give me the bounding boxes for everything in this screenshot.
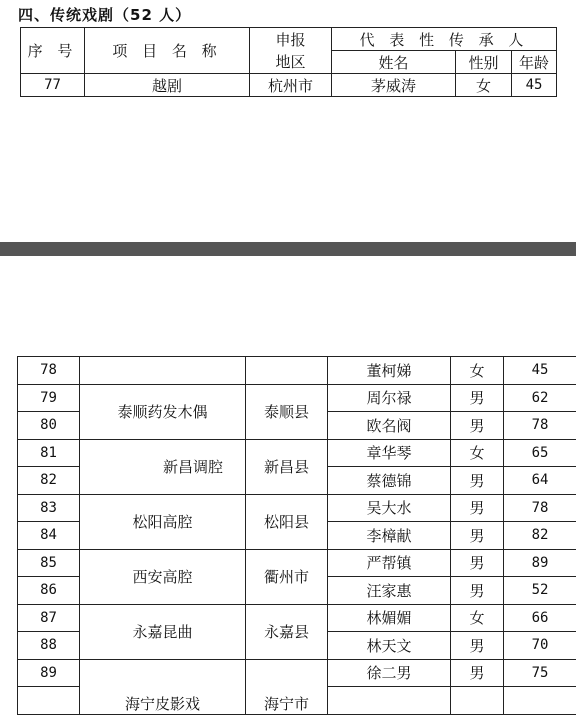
cell-age: 75 xyxy=(504,659,576,687)
page-divider xyxy=(0,242,576,256)
cell-name: 董柯娣 xyxy=(328,357,451,385)
inheritor-table-header xyxy=(20,27,557,97)
cell-name: 林天文 xyxy=(328,632,451,660)
cell-seq: 80 xyxy=(18,412,80,440)
cell-region: 泰顺县 xyxy=(246,384,328,439)
cell-age: 45 xyxy=(512,74,557,97)
cell-project: 松阳高腔 xyxy=(80,494,246,549)
cell-gender: 男 xyxy=(451,577,504,605)
cell-gender: 女 xyxy=(451,357,504,385)
cell-seq: 82 xyxy=(18,467,80,495)
cell-project: 泰顺药发木偶 xyxy=(80,384,246,439)
table-row xyxy=(18,659,576,687)
table-row xyxy=(18,549,576,577)
cell-region: 永嘉县 xyxy=(246,604,328,659)
cell-region: 新昌县 xyxy=(246,439,328,494)
cell-gender: 女 xyxy=(456,74,512,97)
cell-project: 永嘉昆曲 xyxy=(80,604,246,659)
section-title: 四、传统戏剧（52 人） xyxy=(18,4,191,25)
cell-seq: 78 xyxy=(18,357,80,385)
header-name: 姓名 xyxy=(332,51,456,74)
cell-name: 蔡德锦 xyxy=(328,467,451,495)
cell-gender: 男 xyxy=(451,522,504,550)
cell-seq: 84 xyxy=(18,522,80,550)
cell-age: 65 xyxy=(504,439,576,467)
cell-seq: 89 xyxy=(18,659,80,687)
table-row xyxy=(21,74,557,97)
header-seq: 序 号 xyxy=(21,28,85,74)
lower-page xyxy=(0,256,576,689)
cell-gender xyxy=(451,687,504,715)
cell-seq: 88 xyxy=(18,632,80,660)
cell-seq: 87 xyxy=(18,604,80,632)
table-row xyxy=(18,357,576,385)
cell-seq: 79 xyxy=(18,384,80,412)
cell-age: 52 xyxy=(504,577,576,605)
cell-name: 周尔禄 xyxy=(328,384,451,412)
cell-age: 78 xyxy=(504,494,576,522)
cell-gender: 女 xyxy=(451,439,504,467)
cell-region: 海宁市 xyxy=(246,659,328,714)
cell-gender: 女 xyxy=(451,604,504,632)
cell-age: 82 xyxy=(504,522,576,550)
cell-name: 章华琴 xyxy=(328,439,451,467)
cell-seq xyxy=(18,687,80,715)
cell-project: 西安高腔 xyxy=(80,549,246,604)
header-age: 年龄 xyxy=(512,51,557,74)
table-row xyxy=(18,604,576,632)
header-region-line1: 申报 xyxy=(250,28,332,51)
upper-page xyxy=(0,0,576,240)
cell-age: 66 xyxy=(504,604,576,632)
cell-seq: 86 xyxy=(18,577,80,605)
cell-project: 海宁皮影戏 xyxy=(80,659,246,714)
cell-age: 89 xyxy=(504,549,576,577)
cell-name: 茅威涛 xyxy=(332,74,456,97)
cell-age: 78 xyxy=(504,412,576,440)
cell-gender: 男 xyxy=(451,467,504,495)
cell-age xyxy=(504,687,576,715)
cell-name: 严帮镇 xyxy=(328,549,451,577)
cell-name: 林媚媚 xyxy=(328,604,451,632)
cell-seq: 81 xyxy=(18,439,80,467)
cell-gender: 男 xyxy=(451,659,504,687)
header-row-1 xyxy=(21,28,557,51)
cell-seq: 85 xyxy=(18,549,80,577)
cell-name: 欧名阀 xyxy=(328,412,451,440)
cell-name xyxy=(328,687,451,715)
cell-seq: 77 xyxy=(21,74,85,97)
cell-project: 新昌调腔 xyxy=(80,439,246,494)
cell-name: 李樟献 xyxy=(328,522,451,550)
cell-region: 松阳县 xyxy=(246,494,328,549)
table-row xyxy=(18,384,576,412)
header-region-line2: 地区 xyxy=(250,51,332,74)
cell-gender: 男 xyxy=(451,632,504,660)
cell-name: 徐二男 xyxy=(328,659,451,687)
cell-age: 45 xyxy=(504,357,576,385)
table-row xyxy=(18,494,576,522)
inheritor-table-continued xyxy=(17,356,576,715)
cell-age: 70 xyxy=(504,632,576,660)
table-row xyxy=(18,439,576,467)
cell-name: 吴大水 xyxy=(328,494,451,522)
cell-region: 衢州市 xyxy=(246,549,328,604)
cell-name: 汪家惠 xyxy=(328,577,451,605)
cell-region xyxy=(246,357,328,385)
cell-gender: 男 xyxy=(451,549,504,577)
cell-region: 杭州市 xyxy=(250,74,332,97)
header-project-name: 项 目 名 称 xyxy=(85,28,250,74)
cell-gender: 男 xyxy=(451,384,504,412)
cell-age: 62 xyxy=(504,384,576,412)
cell-gender: 男 xyxy=(451,412,504,440)
cell-project xyxy=(80,357,246,385)
cell-project: 越剧 xyxy=(85,74,250,97)
cell-gender: 男 xyxy=(451,494,504,522)
header-inheritor: 代 表 性 传 承 人 xyxy=(332,28,557,51)
cell-age: 64 xyxy=(504,467,576,495)
header-gender: 性别 xyxy=(456,51,512,74)
cell-seq: 83 xyxy=(18,494,80,522)
